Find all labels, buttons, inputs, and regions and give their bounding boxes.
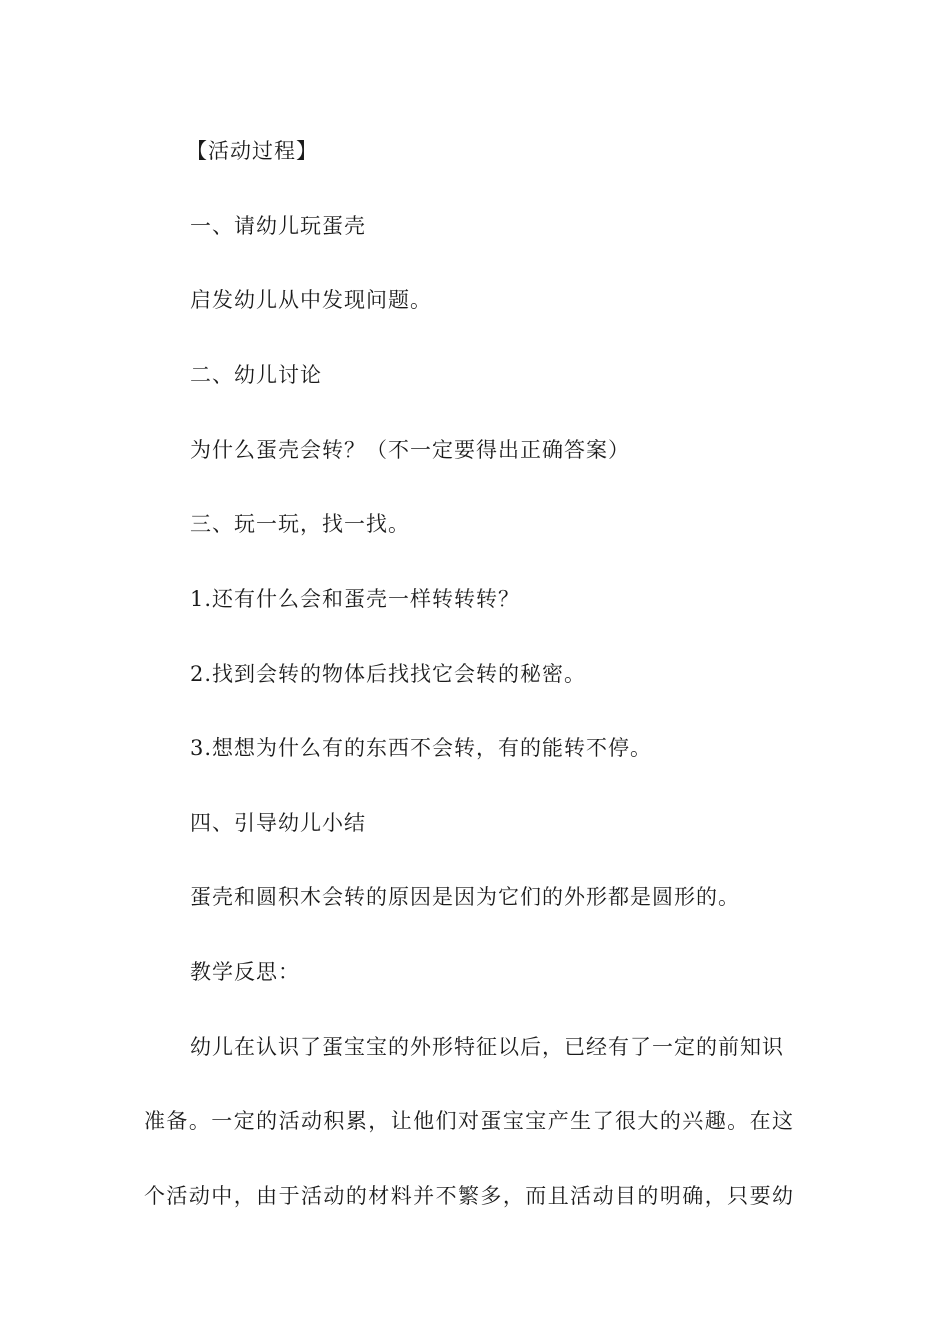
- list-item: 1.还有什么会和蛋壳一样转转转？: [190, 587, 521, 611]
- step-heading-1: 一、请幼儿玩蛋壳: [190, 214, 366, 238]
- paragraph-text: 为什么蛋壳会转？（不一定要得出正确答案）: [190, 438, 630, 462]
- reflection-paragraph-line: 个活动中，由于活动的材料并不繁多，而且活动目的明确，只要幼: [144, 1184, 794, 1208]
- reflection-paragraph-line: 幼儿在认识了蛋宝宝的外形特征以后，已经有了一定的前知识: [190, 1035, 784, 1059]
- paragraph-text: 启发幼儿从中发现问题。: [190, 288, 432, 312]
- step-heading-4: 四、引导幼儿小结: [190, 811, 366, 835]
- list-item: 3.想想为什么有的东西不会转，有的能转不停。: [190, 736, 653, 760]
- reflection-heading: 教学反思：: [190, 960, 300, 984]
- paragraph-text: 蛋壳和圆积木会转的原因是因为它们的外形都是圆形的。: [190, 885, 740, 909]
- step-heading-2: 二、幼儿讨论: [190, 363, 322, 387]
- list-item: 2.找到会转的物体后找找它会转的秘密。: [190, 662, 587, 686]
- step-heading-3: 三、玩一玩，找一找。: [190, 512, 410, 536]
- reflection-paragraph-line: 准备。一定的活动积累，让他们对蛋宝宝产生了很大的兴趣。在这: [144, 1109, 794, 1133]
- section-heading-activity-process: 【活动过程】: [186, 139, 318, 163]
